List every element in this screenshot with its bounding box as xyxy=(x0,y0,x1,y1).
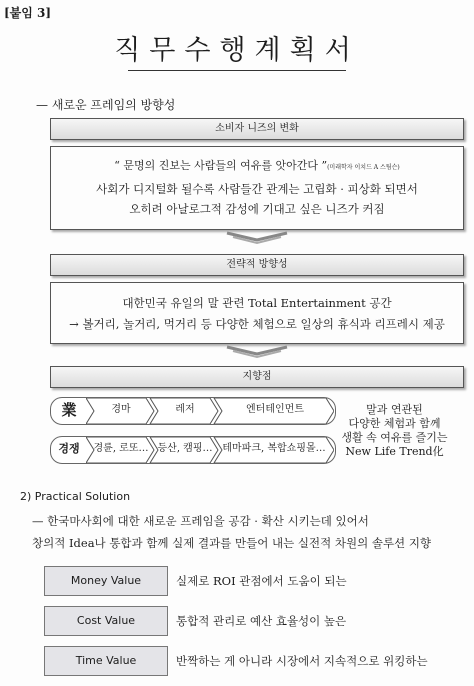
competition-cell-1: 경륜, 로또… xyxy=(93,443,149,454)
attachment-tag: [붙임 3] xyxy=(4,6,52,20)
section-heading-solution: 2) Practical Solution xyxy=(20,490,131,503)
business-cell-leisure: 레저 xyxy=(175,404,195,415)
quote-source: (미래학자 이치드 A 스팀슨) xyxy=(327,164,400,171)
time-value-box: Time Value xyxy=(44,646,168,676)
business-row-label: 業 xyxy=(61,401,77,419)
down-arrow-icon xyxy=(225,345,289,359)
title-underline xyxy=(128,70,346,71)
strategy-body xyxy=(50,282,464,344)
direction-side-line-4: New Life Trend化 xyxy=(345,445,444,458)
solution-desc-1: — 한국마사회에 대한 새로운 프레임을 공감 · 확산 시키는데 있어서 xyxy=(32,514,369,528)
consumer-needs-body xyxy=(50,146,464,230)
direction-side-line-2: 다양한 체험과 함께 xyxy=(348,417,441,430)
strategy-line-1: 대한민국 유일의 말 관련 Total Entertainment 공간 xyxy=(122,296,392,310)
consumer-needs-line-1: 사회가 디지털화 될수록 사람들간 관계는 고립화 · 피상화 되면서 xyxy=(96,182,418,196)
direction-heading: 지향점 xyxy=(50,366,464,388)
down-arrow-icon xyxy=(225,231,289,245)
section-heading-direction: — 새로운 프레임의 방향성 xyxy=(36,98,176,112)
solution-desc-2: 창의적 Idea나 통합과 함께 실제 결과를 만들어 내는 실전적 차원의 솔루션 지향 xyxy=(32,536,432,550)
page-title: 직무수행계획서 xyxy=(114,35,360,66)
strategy-line-2: → 볼거리, 놀거리, 먹거리 등 다양한 체험으로 일상의 휴식과 리프레시 제공 xyxy=(69,317,445,331)
consumer-needs-line-2: 오히려 아날로그적 감성에 기대고 싶은 니즈가 커짐 xyxy=(129,202,385,216)
quote-line xyxy=(51,157,463,173)
money-value-desc: 실제로 ROI 관점에서 도움이 되는 xyxy=(176,574,347,588)
direction-side-line-1: 말과 연관된 xyxy=(366,403,423,416)
quote-text: “ 문명의 진보는 사람들의 여유를 앗아간다 ” xyxy=(114,159,328,172)
competition-row-label: 경쟁 xyxy=(58,442,80,455)
strategy-heading: 전략적 방향성 xyxy=(50,254,464,276)
competition-cell-3: 테마파크, 복합쇼핑몰… xyxy=(222,443,326,454)
time-value-desc: 반짝하는 게 아니라 시장에서 지속적으로 위킹하는 xyxy=(176,654,428,668)
competition-cell-2: 등산, 캠핑… xyxy=(157,443,213,454)
money-value-box: Money Value xyxy=(44,566,168,596)
cost-value-box: Cost Value xyxy=(44,606,168,636)
direction-side-line-3: 생활 속 여유를 즐기는 xyxy=(341,431,448,444)
cost-value-desc: 통합적 관리로 예산 효율성이 높은 xyxy=(176,614,347,628)
business-cell-entertainment: 엔터테인먼트 xyxy=(246,404,304,415)
consumer-needs-heading: 소비자 니즈의 변화 xyxy=(50,118,464,140)
business-cell-racing: 경마 xyxy=(111,404,131,415)
